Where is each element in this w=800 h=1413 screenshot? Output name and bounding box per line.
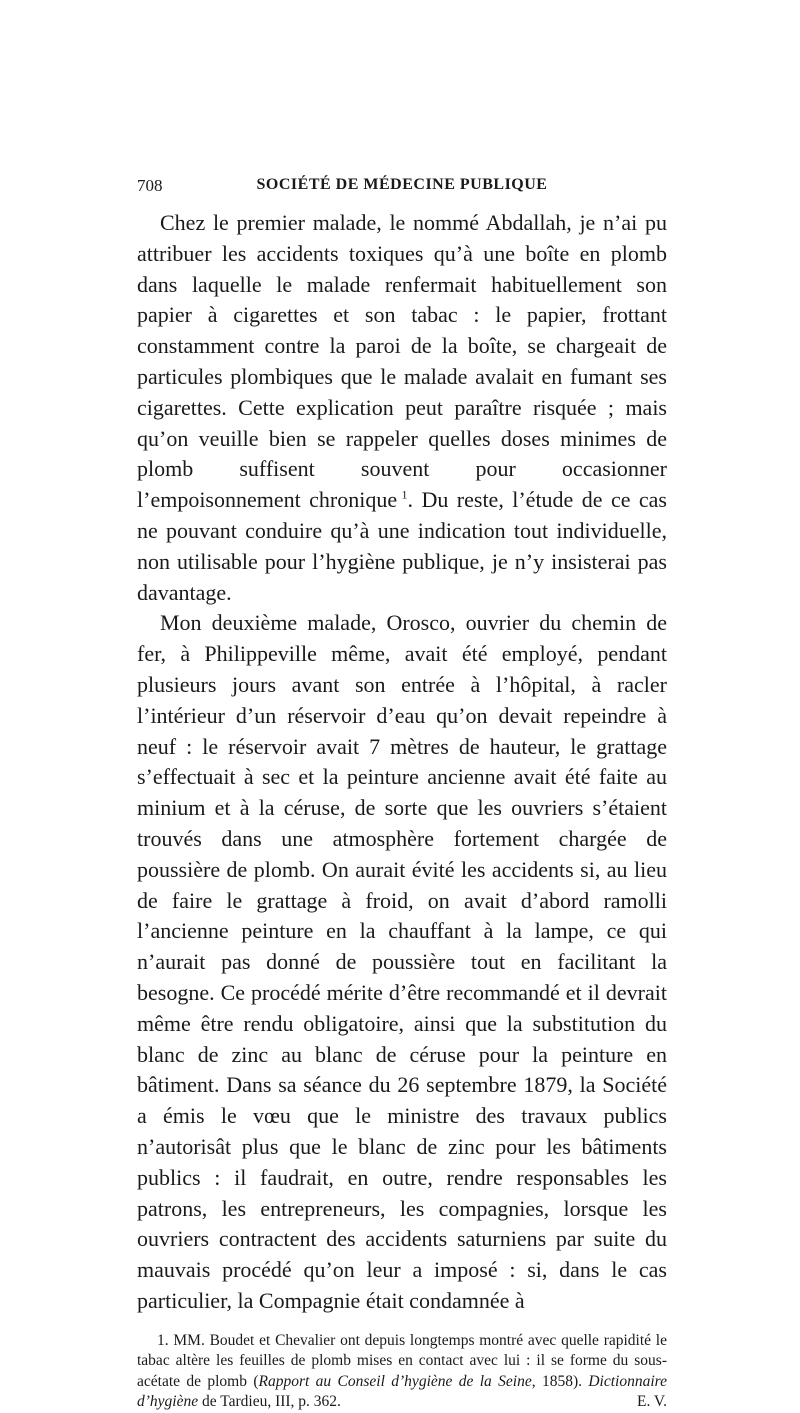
- footnote: [137, 1331, 667, 1413]
- book-page: [137, 176, 667, 1413]
- paragraph-1: Chez le premier malade, le nommé Abdallah, je n’ai pu attribuer les accidents toxiques qu’à une boîte en plomb dans laquelle le malade renfermait habituellement son papier à cigarettes et son tabac : le papier, frottant constamment contre la paroi de la boîte, se chargeait de particules plombiques que le malade avalait en fumant ses cigarettes. Cette explication peut paraître risquée ; mais qu’on veuille bien se rappeler quelles doses minimes de plomb suffisent souvent pour occasionner l’empoisonnement chronique $^1$. Du reste, l’étude de ce cas ne pouvant conduire qu’à une indication tout individuelle, non utilisable pour l’hygiène publique, je n’y insisterai pas davantage.: [137, 210, 667, 605]
- body-text: [137, 208, 667, 1317]
- footnote-1: 1. MM. Boudet et Chevalier ont depuis longtemps montré avec quelle rapidité le tabac altère les feuilles de plomb mises en contact avec lui : il se forme du sous-acétate de plomb (Rapport au Conseil d’hygiène de la Seine, 1858). Dictionnaire d’hygiène de Tardieu, III, p. 362. E. V.: [137, 1331, 667, 1413]
- running-title: SOCIÉTÉ DE MÉDECINE PUBLIQUE: [256, 176, 548, 193]
- page-header: [137, 176, 667, 200]
- footnote-signature: E. V.: [636, 1393, 667, 1411]
- page-number: 708: [137, 176, 163, 195]
- paragraph-2: Mon deuxième malade, Orosco, ouvrier du chemin de fer, à Philippeville même, avait été employé, pendant plusieurs jours avant son entrée à l’hôpital, à racler l’intérieur d’un réservoir d’eau qu’on devait repeindre à neuf : le réservoir avait 7 mètres de hauteur, le grattage s’effectuait à sec et la peinture ancienne avait été faite au minium et à la céruse, de sorte que les ouvriers s’étaient trouvés dans une atmosphère fortement chargée de poussière de plomb. On aurait évité les accidents si, au lieu de faire le grattage à froid, on avait d’abord ramolli l’ancienne peinture en la chauffant à la lampe, ce qui n’aurait pas donné de poussière tout en facilitant la besogne. Ce procédé mérite d’être recommandé et il devrait même être rendu obligatoire, ainsi que la substitution du blanc de zinc au blanc de céruse pour la peinture en bâtiment. Dans sa séance du 26 septembre 1879, la Société a émis le vœu que le ministre des travaux publics n’autorisât plus que le blanc de zinc pour les bâtiments publics : il faudrait, en outre, rendre responsables les patrons, les entrepreneurs, les compagnies, lorsque les ouvriers contractent des accidents saturniens par suite du mauvais procédé qu’on leur a imposé : si, dans le cas particulier, la Compagnie était condamnée à: [137, 610, 667, 1313]
- footnote-reference[interactable]: 1: [401, 487, 408, 502]
